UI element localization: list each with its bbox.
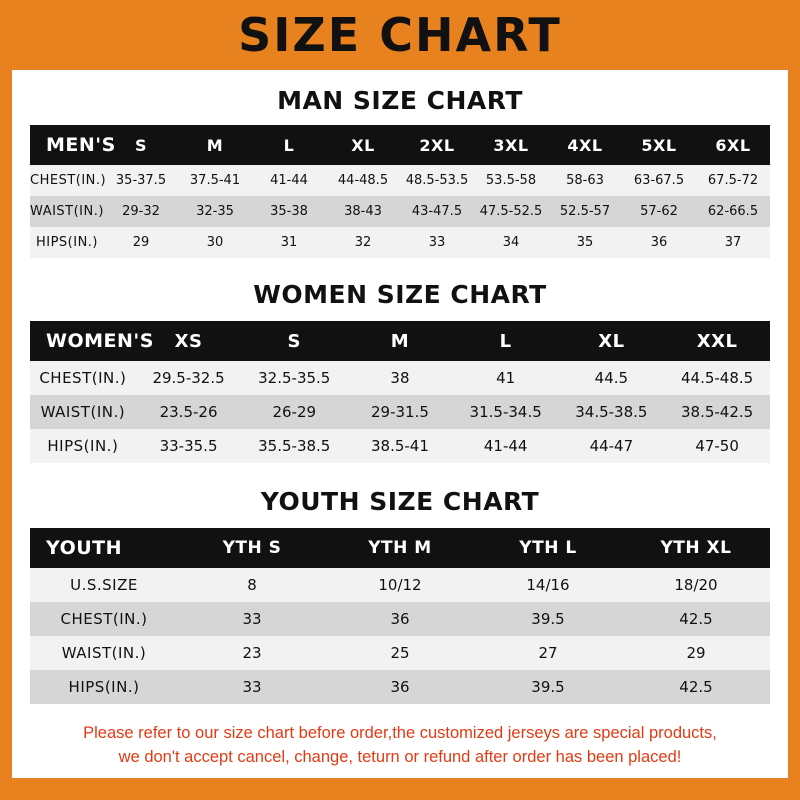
men-row2-c8: 37 [724, 235, 742, 250]
men-row1-label: WAIST(IN.) [30, 204, 104, 219]
men-row2-c3: 32 [354, 235, 372, 250]
men-row2-c6: 35 [576, 235, 594, 250]
men-row2-c2: 31 [280, 235, 298, 250]
men-row1-c4: 43-47.5 [411, 204, 463, 219]
youth-row2-c2: 27 [538, 644, 558, 662]
men-row0-c0: 35-37.5 [115, 173, 167, 188]
youth-header-xl: YTH XL [660, 538, 732, 558]
women-row0-c1: 32.5-35.5 [258, 369, 331, 387]
table-header-row [30, 125, 770, 165]
youth-row2-c0: 23 [242, 644, 262, 662]
table-row [30, 568, 770, 602]
men-row1-c0: 29-32 [122, 204, 160, 219]
youth-row1-c0: 33 [242, 610, 262, 628]
women-header-xs: XS [174, 330, 203, 352]
men-row1-c2: 35-38 [270, 204, 308, 219]
men-row2-c0: 29 [132, 235, 150, 250]
youth-header-l: YTH L [519, 538, 577, 558]
youth-row1-label: CHEST(IN.) [60, 610, 148, 628]
women-header-xxl: XXL [696, 330, 738, 352]
women-row2-c3: 41-44 [483, 437, 528, 455]
women-row1-c0: 23.5-26 [159, 403, 218, 421]
page-title: SIZE CHART [238, 8, 562, 62]
men-row2-c4: 33 [428, 235, 446, 250]
youth-header-label: YOUTH [46, 537, 123, 559]
women-row2-c0: 33-35.5 [159, 437, 218, 455]
women-row2-c4: 44-47 [589, 437, 634, 455]
women-header-xl: XL [598, 330, 625, 352]
table-row [30, 196, 770, 227]
men-row1-c7: 57-62 [640, 204, 678, 219]
women-row1-c3: 31.5-34.5 [469, 403, 542, 421]
youth-row2-c1: 25 [390, 644, 410, 662]
youth-header-s: YTH S [222, 538, 282, 558]
table-row [30, 602, 770, 636]
women-row1-c5: 38.5-42.5 [681, 403, 754, 421]
women-row0-c3: 41 [496, 369, 516, 387]
youth-row2-label: WAIST(IN.) [61, 644, 147, 662]
men-row0-c2: 41-44 [270, 173, 308, 188]
men-row1-c6: 52.5-57 [559, 204, 611, 219]
women-row1-c2: 29-31.5 [371, 403, 429, 421]
header-banner [0, 0, 800, 70]
order-notice [30, 722, 770, 770]
men-row0-c1: 37.5-41 [189, 173, 241, 188]
youth-row0-c3: 18/20 [674, 576, 718, 594]
table-header-row [30, 528, 770, 568]
men-row1-c1: 32-35 [196, 204, 234, 219]
youth-row3-label: HIPS(IN.) [68, 678, 140, 696]
men-row0-c3: 44-48.5 [337, 173, 389, 188]
women-row0-c4: 44.5 [594, 369, 629, 387]
table-row [30, 395, 770, 429]
men-header-5xl: 5XL [641, 135, 677, 155]
chart-content [12, 86, 788, 770]
women-header-m: M [390, 330, 410, 352]
men-header-4xl: 4XL [567, 135, 603, 155]
table-header-row [30, 321, 770, 361]
men-row2-c7: 36 [650, 235, 668, 250]
men-section-title: MAN SIZE CHART [277, 86, 523, 115]
table-row [30, 227, 770, 258]
women-row1-c1: 26-29 [272, 403, 317, 421]
youth-row0-label: U.S.SIZE [70, 576, 138, 594]
youth-section-title: YOUTH SIZE CHART [260, 487, 540, 516]
men-row0-c5: 53.5-58 [485, 173, 537, 188]
women-row2-label: HIPS(IN.) [47, 437, 119, 455]
women-header-l: L [499, 330, 512, 352]
table-row [30, 361, 770, 395]
youth-row1-c2: 39.5 [531, 610, 565, 628]
men-size-table [30, 125, 770, 258]
youth-row0-c2: 14/16 [526, 576, 570, 594]
women-row0-c2: 38 [390, 369, 410, 387]
women-row2-c1: 35.5-38.5 [258, 437, 331, 455]
youth-row3-c3: 42.5 [679, 678, 713, 696]
notice-line-2: we don't accept cancel, change, teturn or refund after order has been placed! [118, 747, 682, 766]
men-row2-label: HIPS(IN.) [35, 235, 99, 250]
men-row0-c8: 67.5-72 [707, 173, 759, 188]
youth-header-m: YTH M [368, 538, 432, 558]
women-row1-label: WAIST(IN.) [40, 403, 126, 421]
men-row2-c1: 30 [206, 235, 224, 250]
table-row [30, 636, 770, 670]
men-row1-c5: 47.5-52.5 [479, 204, 543, 219]
men-header-2xl: 2XL [419, 135, 455, 155]
youth-row0-c0: 8 [247, 576, 257, 594]
table-row [30, 165, 770, 196]
women-row1-c4: 34.5-38.5 [575, 403, 648, 421]
women-section-title: WOMEN SIZE CHART [253, 280, 547, 309]
men-row1-c8: 62-66.5 [707, 204, 759, 219]
youth-row0-c1: 10/12 [378, 576, 422, 594]
women-row0-label: CHEST(IN.) [39, 369, 127, 387]
women-row0-c0: 29.5-32.5 [152, 369, 225, 387]
men-header-3xl: 3XL [493, 135, 529, 155]
women-row2-c2: 38.5-41 [371, 437, 429, 455]
women-header-label: WOMEN'S [46, 330, 154, 352]
men-row0-c7: 63-67.5 [633, 173, 685, 188]
footer-banner [0, 778, 800, 800]
women-row2-c5: 47-50 [695, 437, 739, 455]
men-row0-c6: 58-63 [566, 173, 604, 188]
men-row1-c3: 38-43 [344, 204, 382, 219]
notice-line-1: Please refer to our size chart before order,the customized jerseys are special products, [83, 724, 717, 742]
men-header-s: S [134, 135, 148, 155]
youth-size-table [30, 528, 770, 704]
youth-row2-c3: 29 [686, 644, 706, 662]
men-header-l: L [283, 135, 295, 155]
men-row0-label: CHEST(IN.) [30, 173, 107, 188]
youth-row1-c1: 36 [390, 610, 410, 628]
women-header-s: S [287, 330, 301, 352]
men-header-label: MEN'S [46, 134, 116, 156]
youth-row3-c1: 36 [390, 678, 410, 696]
men-row2-c5: 34 [502, 235, 520, 250]
table-row [30, 670, 770, 704]
men-row0-c4: 48.5-53.5 [405, 173, 469, 188]
table-row [30, 429, 770, 463]
women-size-table [30, 321, 770, 463]
youth-row1-c3: 42.5 [679, 610, 713, 628]
youth-row3-c0: 33 [242, 678, 262, 696]
men-header-6xl: 6XL [715, 135, 751, 155]
men-header-m: M [206, 135, 224, 155]
women-row0-c5: 44.5-48.5 [681, 369, 754, 387]
youth-row3-c2: 39.5 [531, 678, 565, 696]
men-header-xl: XL [351, 135, 375, 155]
